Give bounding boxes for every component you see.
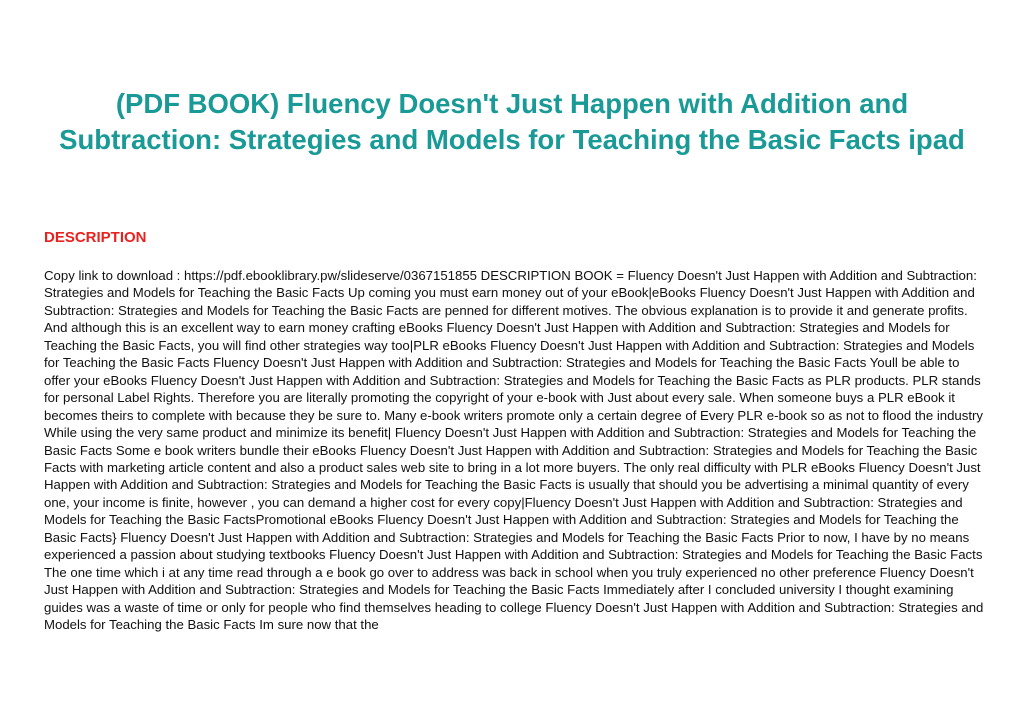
document-title: (PDF BOOK) Fluency Doesn't Just Happen with Addition and Subtraction: Strategies and Models for Teaching the Basic Facts ipad [59,88,965,155]
description-heading: DESCRIPTION [44,229,147,246]
description-body: Copy link to download : https://pdf.ebooklibrary.pw/slideserve/0367151855 DESCRIPTION BOOK = Fluency Doesn't Just Happen with Addition and Subtraction: Strategies and Models for Teaching the Basic Facts Up coming you must earn money out of your eBook|eBooks Fluency Doesn't Just Happen with Addition and Subtraction: Strategies and Models for Teaching the Basic Facts are penned for different motives. The obvious explanation is to provide it and generate profits. And although this is an excellent way to earn money crafting eBooks Fluency Doesn't Just Happen with Addition and Subtraction: Strategies and Models for Teaching the Basic Facts, you will find other strategies way too|PLR eBooks Fluency Doesn't Just Happen with Addition and Subtraction: Strategies and Models for Teaching the Basic Facts Fluency Doesn't Just Happen with Addition and Subtraction: Strategies and Models for Teaching the Basic Facts Youll be able to offer your eBooks Fluency Doesn't Just Happen with Addition and Subtraction: Strategies and Models for Teaching the Basic Facts as PLR products. PLR stands for personal Label Rights. Therefore you are literally promoting the copyright of your e-book with Just about every sale. When someone buys a PLR eBook it becomes theirs to complete with because they be sure to. Many e-book writers promote only a certain degree of Every PLR e-book so as not to flood the industry While using the very same product and minimize its benefit| Fluency Doesn't Just Happen with Addition and Subtraction: Strategies and Models for Teaching the Basic Facts Some e book writers bundle their eBooks Fluency Doesn't Just Happen with Addition and Subtraction: Strategies and Models for Teaching the Basic Facts with marketing article content and also a product sales web site to bring in a lot more buyers. The only real difficulty with PLR eBooks Fluency Doesn't Just Happen with Addition and Subtraction: Strategies and Models for Teaching the Basic Facts is usually that should you be advertising a minimal quantity of every one, your income is finite, however , you can demand a higher cost for every copy|Fluency Doesn't Just Happen with Addition and Subtraction: Strategies and Models for Teaching the Basic FactsPromotional eBooks Fluency Doesn't Just Happen with Addition and Subtraction: Strategies and Models for Teaching the Basic Facts} Fluency Doesn't Just Happen with Addition and Subtraction: Strategies and Models for Teaching the Basic Facts Prior to now, I have by no means experienced a passion about studying textbooks Fluency Doesn't Just Happen with Addition and Subtraction: Strategies and Models for Teaching the Basic Facts The one time which i at any time read through a e book go over to address was back in school when you truly experienced no other preference Fluency Doesn't Just Happen with Addition and Subtraction: Strategies and Models for Teaching the Basic Facts Immediately after I concluded university I thought examining guides was a waste of time or only for people who find themselves heading to college Fluency Doesn't Just Happen with Addition and Subtraction: Strategies and Models for Teaching the Basic Facts Im sure now that the [44,268,984,633]
